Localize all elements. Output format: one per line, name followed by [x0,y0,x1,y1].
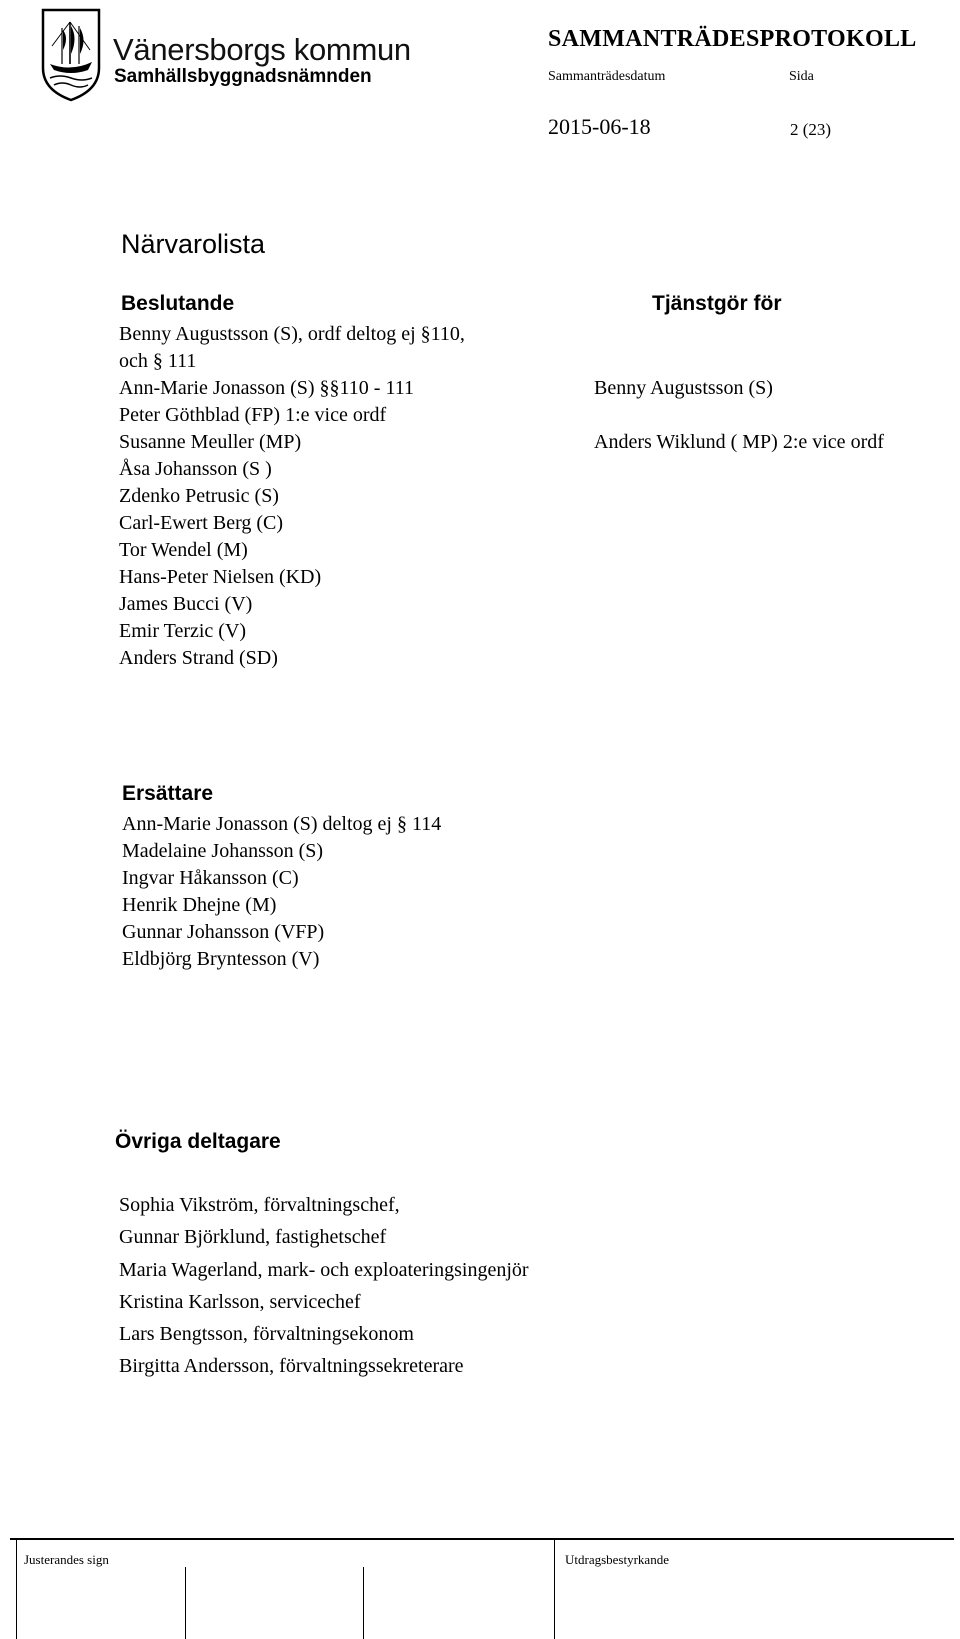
list-item: Tor Wendel (M) [119,539,248,561]
list-item: Ann-Marie Jonasson (S) §§110 - 111 [119,377,414,399]
municipal-crest-icon [40,6,102,102]
list-item: Kristina Karlsson, servicechef [119,1290,361,1313]
footer-divider [363,1567,364,1639]
list-item: Birgitta Andersson, förvaltningssekreterare [119,1355,464,1378]
list-item: Madelaine Johansson (S) [122,840,324,862]
meeting-date-value: 2015-06-18 [548,114,651,139]
list-item [594,402,884,429]
footer-divider [16,1540,17,1639]
department-name: Samhällsbyggnadsnämnden [114,66,372,87]
list-item: Hans-Peter Nielsen (KD) [119,566,322,588]
document-title: SAMMANTRÄDESPROTOKOLL [548,26,917,52]
list-item: Benny Augustsson (S) [594,377,773,399]
substitute-for-heading: Tjänstgör för [652,292,782,315]
list-item: Emir Terzic (V) [119,620,247,642]
page-title: Närvarolista [121,229,266,259]
footer-divider [185,1567,186,1639]
list-item: Anders Wiklund ( MP) 2:e vice ordf [594,431,884,453]
list-item: och § 111 [119,350,197,372]
list-item: James Bucci (V) [119,593,253,615]
list-item: Åsa Johansson (S ) [119,458,272,480]
list-item: Peter Göthblad (FP) 1:e vice ordf [119,404,387,426]
list-item: Benny Augustsson (S), ordf deltog ej §110, [119,323,465,345]
list-item: Ann-Marie Jonasson (S) deltog ej § 114 [122,813,442,835]
page-number-value: 2 (23) [790,120,832,139]
list-item: Lars Bengtsson, förvaltningsekonom [119,1323,414,1346]
list-item: Eldbjörg Bryntesson (V) [122,948,320,970]
meeting-date-label: Sammanträdesdatum [548,69,666,84]
page-label: Sida [789,69,814,84]
voting-members-list [119,321,465,672]
list-item: Ingvar Håkansson (C) [122,867,299,889]
list-item: Carl-Ewert Berg (C) [119,512,284,534]
list-item: Anders Strand (SD) [119,647,278,669]
list-item: Gunnar Björklund, fastighetschef [119,1226,387,1249]
list-item: Sophia Vikström, förvaltningschef, [119,1194,400,1216]
list-item: Susanne Meuller (MP) [119,431,302,453]
list-item: Maria Wagerland, mark- och exploateringsingenjör [119,1258,529,1281]
certification-label: Utdragsbestyrkande [565,1552,669,1567]
alternates-heading: Ersättare [122,782,214,805]
alternates-list [122,811,441,973]
list-item: Zdenko Petrusic (S) [119,485,279,507]
list-item: Henrik Dhejne (M) [122,894,277,916]
substitute-for-list [594,375,884,456]
footer-divider [554,1540,555,1639]
list-item: Gunnar Johansson (VFP) [122,921,325,943]
organization-name: Vänersborgs kommun [113,32,411,67]
other-participants-list [119,1189,529,1383]
other-participants-heading: Övriga deltagare [115,1130,281,1153]
signature-label: Justerandes sign [24,1552,109,1567]
footer-top-rule [10,1538,954,1540]
voting-members-heading: Beslutande [121,292,235,315]
